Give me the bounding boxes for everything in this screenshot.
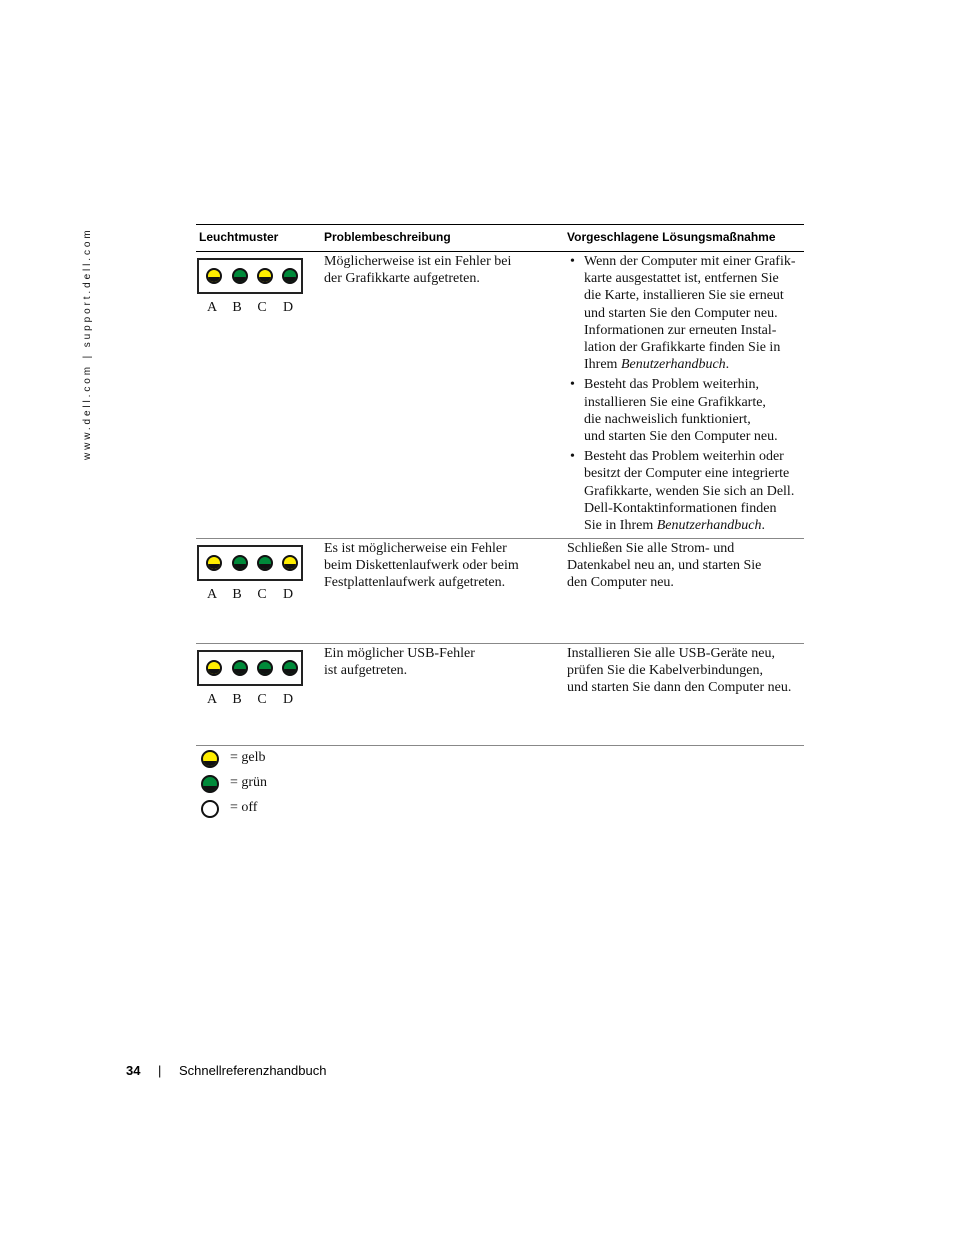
solution-text: Besteht das Problem weiterhin, installieren Sie eine Grafikkarte, die nachweislich funktioniert, und starten Sie den Computer neu. bbox=[584, 377, 778, 445]
solution-list bbox=[567, 253, 807, 537]
page-number: 34 bbox=[126, 1063, 141, 1078]
led-a-indicator bbox=[206, 268, 222, 284]
led-label-c: C bbox=[257, 300, 267, 315]
solution-item: • Besteht das Problem weiterhin, installieren Sie eine Grafikkarte, die nachweislich funktioniert, und starten Sie den Computer neu. bbox=[570, 377, 778, 445]
manual-reference: Benutzerhandbuch bbox=[656, 518, 762, 534]
legend-label: = off bbox=[230, 800, 258, 815]
footer-separator: | bbox=[158, 1063, 162, 1078]
led-b-indicator bbox=[232, 555, 248, 571]
side-url: www.dell.com | support.dell.com bbox=[82, 227, 93, 460]
green-led-icon bbox=[201, 775, 219, 793]
led-d-indicator bbox=[282, 268, 298, 284]
solution-text: Besteht das Problem weiterhin oder besitzt der Computer eine integrierte Grafikkarte, wenden Sie sich an Dell. Dell-Kontaktinformationen finden Sie in Ihrem bbox=[584, 449, 795, 534]
led-panel bbox=[197, 258, 303, 294]
led-label-d: D bbox=[282, 300, 294, 315]
manual-reference: Benutzerhandbuch bbox=[620, 357, 726, 373]
led-b-indicator bbox=[232, 268, 248, 284]
led-a-indicator bbox=[206, 660, 222, 676]
led-label-d: D bbox=[282, 692, 294, 707]
solution-text: Wenn der Computer mit einer Grafik- karte ausgestattet ist, entfernen Sie die Karte, installieren Sie sie erneut und starten Sie den Computer neu. Informationen zur erneuten Instal- lation der Grafikkarte finden Sie in Ihrem bbox=[584, 254, 796, 373]
solution-suffix: . bbox=[725, 357, 730, 373]
led-c-indicator bbox=[257, 555, 273, 571]
header-solution: Vorgeschlagene Lösungsmaßnahme bbox=[567, 230, 776, 244]
table-row bbox=[196, 644, 804, 746]
solution-text: Schließen Sie alle Strom- und Datenkabel neu an, und starten Sie den Computer neu. bbox=[567, 541, 762, 591]
led-a-indicator bbox=[206, 555, 222, 571]
led-pattern-table bbox=[196, 224, 804, 746]
header-pattern: Leuchtmuster bbox=[199, 230, 279, 244]
table-row bbox=[196, 252, 804, 539]
legend-label: = grün bbox=[230, 775, 268, 790]
led-c-indicator bbox=[257, 268, 273, 284]
led-d-indicator bbox=[282, 660, 298, 676]
led-panel bbox=[197, 545, 303, 581]
footer-title: Schnellreferenzhandbuch bbox=[179, 1063, 327, 1078]
led-label-c: C bbox=[257, 692, 267, 707]
solution-suffix: . bbox=[761, 518, 765, 534]
led-label-a: A bbox=[206, 300, 218, 315]
led-label-d: D bbox=[282, 587, 294, 602]
led-label-a: A bbox=[206, 587, 218, 602]
solution-item: • Wenn der Computer mit einer Grafik- karte ausgestattet ist, entfernen Sie die Karte, installieren Sie sie erneut und starten Sie den Computer neu. Informationen zur erneuten Instal- lation der Grafikkarte finden Sie in Ihrem Benutzerhandbuch. bbox=[570, 254, 796, 373]
led-label-b: B bbox=[232, 587, 242, 602]
table-header bbox=[196, 224, 804, 252]
legend-label: = gelb bbox=[230, 750, 266, 765]
yellow-led-icon bbox=[201, 750, 219, 768]
problem-description: Möglicherweise ist ein Fehler bei der Grafikkarte aufgetreten. bbox=[324, 254, 512, 287]
led-b-indicator bbox=[232, 660, 248, 676]
led-label-c: C bbox=[257, 587, 267, 602]
led-label-b: B bbox=[232, 692, 242, 707]
solution-item: • Besteht das Problem weiterhin oder besitzt der Computer eine integrierte Grafikkarte, wenden Sie sich an Dell. Dell-Kontaktinformationen finden Sie in Ihrem Benutzerhandbuch. bbox=[570, 449, 795, 534]
table-row bbox=[196, 539, 804, 644]
led-label-b: B bbox=[232, 300, 242, 315]
led-label-a: A bbox=[206, 692, 218, 707]
problem-description: Ein möglicher USB-Fehler ist aufgetreten. bbox=[324, 646, 475, 679]
problem-description: Es ist möglicherweise ein Fehler beim Diskettenlaufwerk oder beim Festplattenlaufwerk aufgetreten. bbox=[324, 541, 519, 591]
led-panel bbox=[197, 650, 303, 686]
header-problem: Problembeschreibung bbox=[324, 230, 451, 244]
solution-text: Installieren Sie alle USB-Geräte neu, prüfen Sie die Kabelverbindungen, und starten Sie dann den Computer neu. bbox=[567, 646, 792, 696]
off-led-icon bbox=[201, 800, 219, 818]
led-c-indicator bbox=[257, 660, 273, 676]
led-d-indicator bbox=[282, 555, 298, 571]
